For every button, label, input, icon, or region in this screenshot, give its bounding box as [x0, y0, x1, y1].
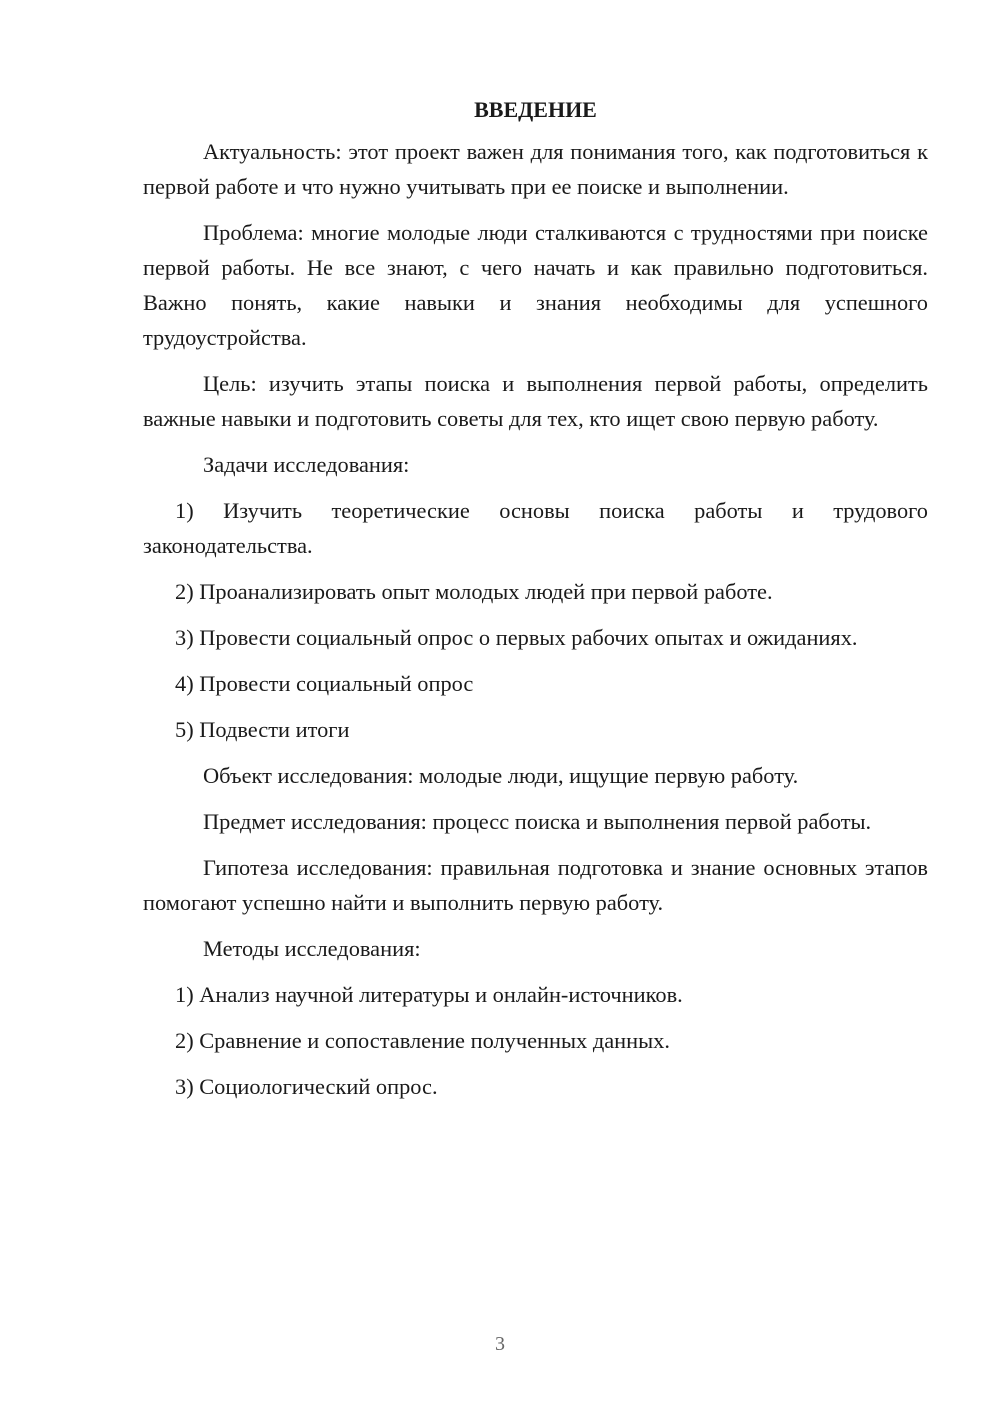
section-title: ВВЕДЕНИЕ: [474, 97, 597, 122]
paragraph-relevance: Актуальность: этот проект важен для понимания того, как подготовиться к первой работе и что нужно учитывать при ее поиске и выполнении.: [143, 139, 928, 199]
paragraph-problem: Проблема: многие молодые люди сталкиваются с трудностями при поиске первой работы. Не все знают, с чего начать и как правильно подготовиться. Важно понять, какие навыки и знания необходимы для успешного трудоустройства.: [143, 220, 928, 350]
page-number: 3: [495, 1333, 505, 1355]
paragraph-subject: Предмет исследования: процесс поиска и выполнения первой работы.: [203, 809, 872, 834]
list-item-task-1: 1) Изучить теоретические основы поиска работы и трудового законодательства.: [143, 498, 928, 558]
list-item-task-2: 2) Проанализировать опыт молодых людей при первой работе.: [175, 579, 773, 604]
document-page: [143, 92, 928, 1115]
list-item-task-4: 4) Провести социальный опрос: [175, 671, 474, 696]
list-item-task-5: 5) Подвести итоги: [175, 717, 350, 742]
paragraph-methods-heading: Методы исследования:: [203, 936, 421, 961]
paragraph-object: Объект исследования: молодые люди, ищущие первую работу.: [203, 763, 799, 788]
list-item-method-3: 3) Социологический опрос.: [175, 1074, 438, 1099]
list-item-method-1: 1) Анализ научной литературы и онлайн-источников.: [175, 982, 683, 1007]
paragraph-hypothesis: Гипотеза исследования: правильная подготовка и знание основных этапов помогают успешно найти и выполнить первую работу.: [143, 855, 928, 915]
paragraph-tasks-heading: Задачи исследования:: [203, 452, 410, 477]
list-item-task-3: 3) Провести социальный опрос о первых рабочих опытах и ожиданиях.: [175, 625, 858, 650]
list-item-method-2: 2) Сравнение и сопоставление полученных данных.: [175, 1028, 670, 1053]
paragraph-goal: Цель: изучить этапы поиска и выполнения первой работы, определить важные навыки и подготовить советы для тех, кто ищет свою первую работу.: [143, 371, 928, 431]
